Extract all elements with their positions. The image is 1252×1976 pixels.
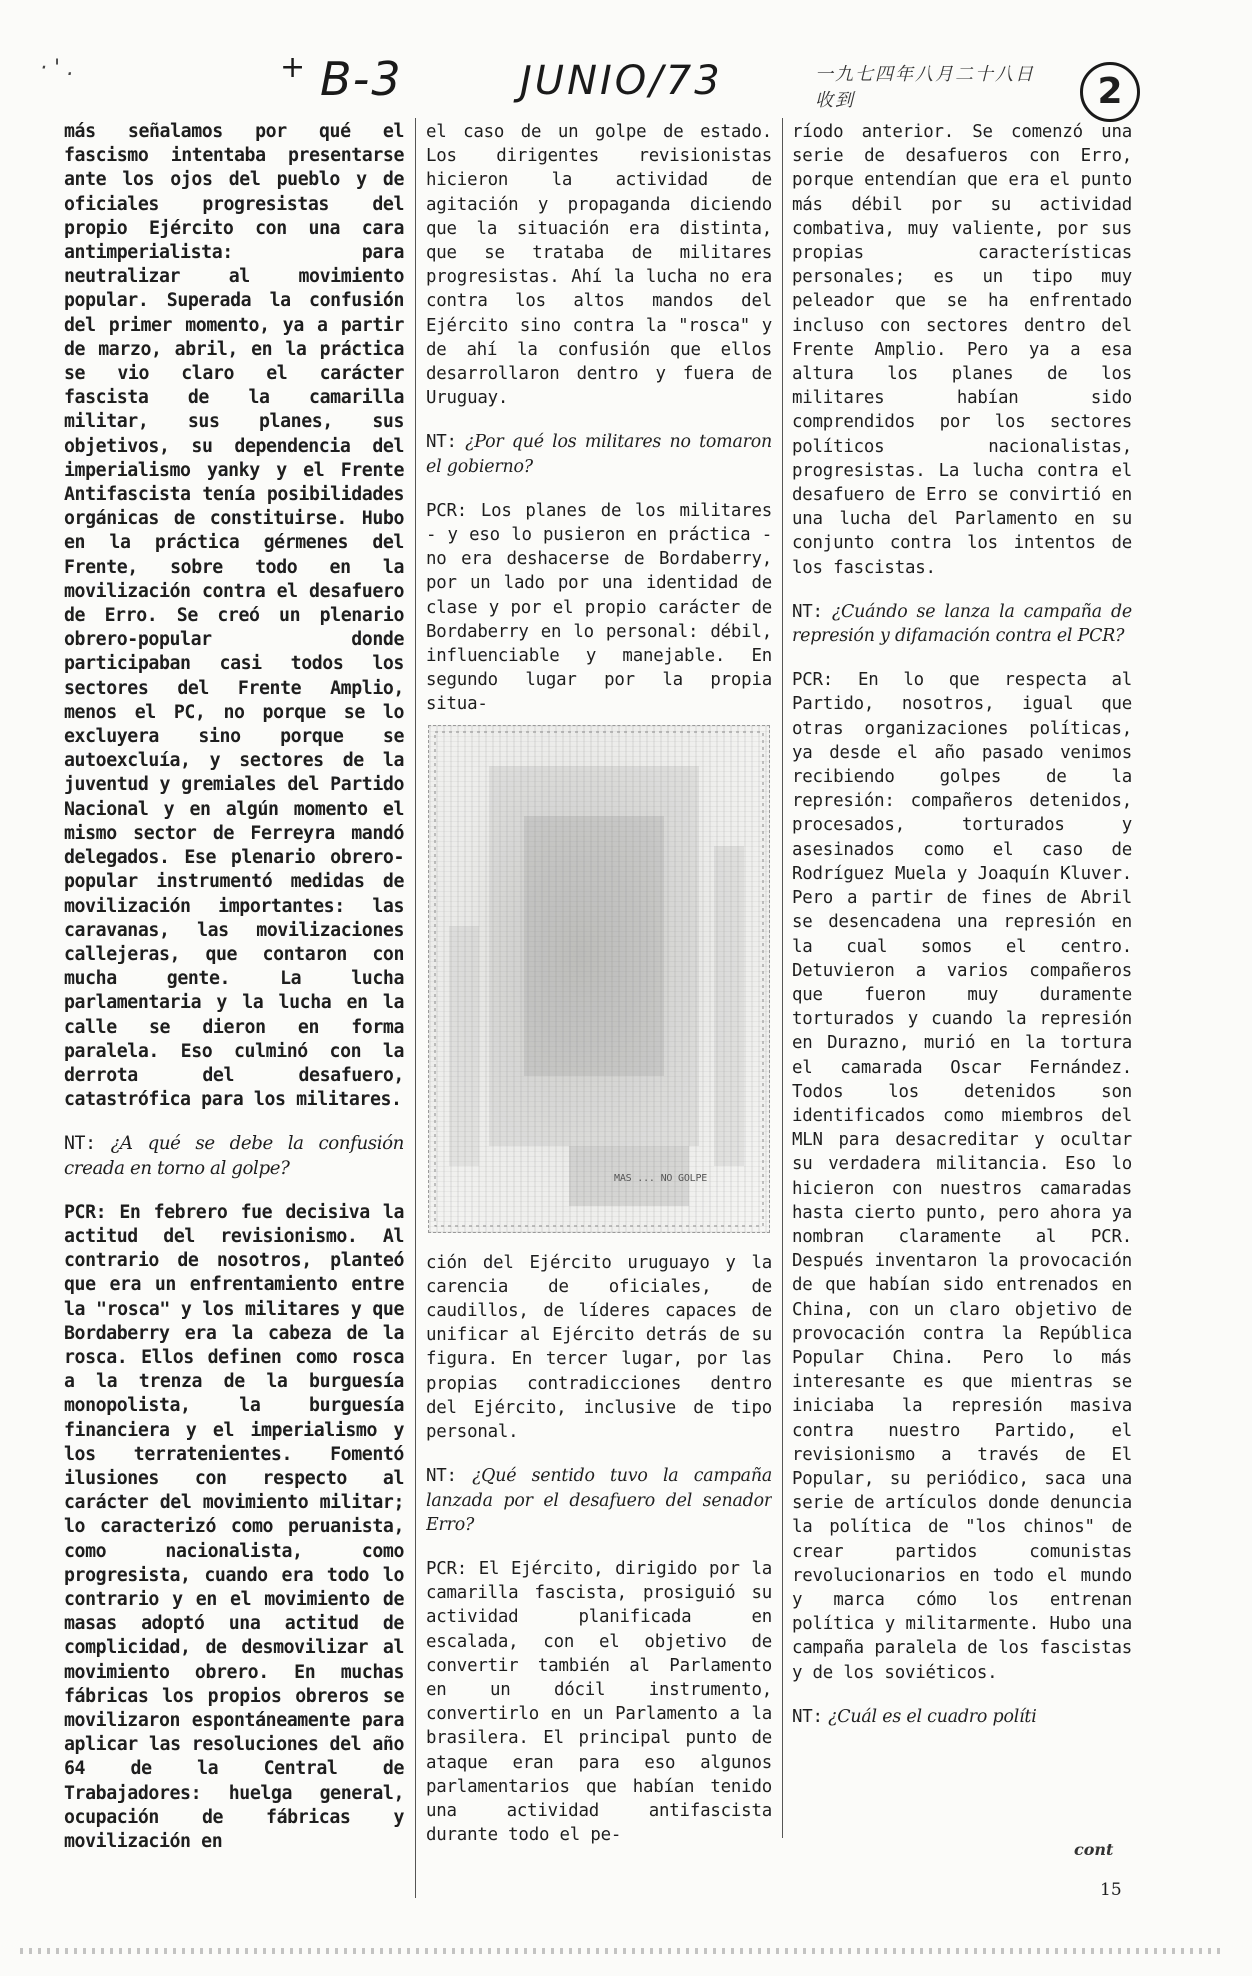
- newspaper-photo: [428, 725, 770, 1233]
- col3-para-2: PCR: En lo que respecta al Partido, nosotros, igual que otras organizaciones políticas, ya desde el año pasado venimos recibiendo golpes de la represión: compañeros detenidos, procesados, torturados y asesinados como el caso de Rodríguez Muela y Joaquín Kluver. Pero a partir de fines de Abril se desencadena una represión en la cual somos el centro. Detuvieron a varios compañeros que fueron muy duramente torturados y cuando la represión en Durazno, murió en la tortura el camarada Oscar Fernández. Todos los detenidos son identificados como miembros del MLN para desacreditar y ocultar su verdadera militancia. Eso lo hicieron con nuestros camaradas hasta cierto punto, pero ahora ya nombran claramente al PCR. Después inventaron la provocación de que habían sido entrenados en China, con un claro objetivo de provocación contra la República Popular China. Pero lo más interesante es que mientras se iniciaba la represión masiva contra nuestro Partido, el revisionismo a través de El Popular, su periódico, saca una serie de artículos donde denuncia la política de "los chinos" de crear partidos comunistas revolucionarios en todo el mundo y marca cómo los entrenan política y militarmente. Hubo una campaña paralela de los fascistas y de los soviéticos.: [792, 670, 1132, 1683]
- question-label: NT:: [792, 601, 823, 622]
- question-label: NT:: [792, 1706, 823, 1727]
- col3-question-1: [792, 600, 1132, 648]
- column-divider-1: [415, 118, 416, 1898]
- col1-para-2: PCR: En febrero fue decisiva la actitud del revisionismo. Al contrario de nosotros, planteó que era un enfrentamiento entre la "rosca" y los militares y que Bordaberry era la cabeza de la rosca. Ellos definen como rosca a la trenza de la burguesía monopolista, la burguesía financiera y el imperialismo y los terratenientes. Fomentó ilusiones con respecto al carácter del movimiento militar; lo caracterizó como peruanista, como nacionalista, como progresista, cuando era todo lo contrario y en el movimiento de masas adoptó una actitud de complicidad, de desmovilizar al movimiento obrero. En muchas fábricas los propios obreros se movilizaron espontáneamente para aplicar las resoluciones del año 64 de la Central de Trabajadores: huelga general, ocupación de fábricas y movilización en: [64, 1201, 404, 1853]
- col1-para-1: más señalamos por qué el fascismo intentaba presentarse ante los ojos del pueblo y de oficiales progresistas del propio Ejército con una cara antimperialista: para neutralizar al movimiento popular. Superada la confusión del primer momento, ya a partir de marzo, abril, en la práctica se vio claro el carácter fascista de la camarilla militar, sus planes, sus objetivos, su dependencia del imperialismo yanky y el Frente Antifascista tenía posibilidades orgánicas de constituirse. Hubo en la práctica gérmenes del Frente, sobre todo en la movilización contra el desafuero de Erro. Se creó un plenario obrero-popular donde participaban casi todos los sectores del Frente Amplio, menos el PC, no porque se lo excluyera sino porque se autoexcluía, y sectores de la juventud y gremiales del Partido Nacional y en algún momento el mismo sector de Ferreyra mandó delegados. Ese plenario obrero-popular instrumentó medidas de movilización importantes: las caravanas, las movilizaciones callejeras, que contaron con mucha gente. La lucha parlamentaria y la lucha en la calle se dieron en forma paralela. Eso culminó con la derrota del desafuero, catastrófica para los militares.: [64, 121, 404, 1111]
- col2-para-1: el caso de un golpe de estado. Los dirigentes revisionistas hicieron la actividad de agitación y propaganda diciendo que la situación era distinta, que se trataba de militares progresistas. Ahí la lucha no era contra los altos mandos del Ejército sino contra la "rosca" y de ahí la confusión que ellos desarrollaron dentro y fuera de Uruguay.: [426, 122, 772, 409]
- column-1: [64, 120, 404, 1890]
- continuation-scribble: cont: [1074, 1840, 1114, 1859]
- question-text: ¿A qué se debe la confusión creada en torno al golpe?: [64, 1133, 404, 1179]
- col2-question-1: [426, 430, 772, 478]
- col3-para-1: ríodo anterior. Se comenzó una serie de desafueros con Erro, porque entendían que era el punto más débil por su actividad combativa, muy valiente, por sus propias características personales; es un tipo muy peleador que se ha enfrentado incluso con sectores dentro del Frente Amplio. Pero ya a esa altura los planes de los militares habían sido comprendidos por los sectores políticos nacionalistas, progresistas. La lucha contra el desafuero de Erro se convirtió en una lucha del Parlamento en su conjunto contra los intentos de los fascistas.: [792, 122, 1132, 578]
- col2-para-3: ción del Ejército uruguayo y la carencia de oficiales, de caudillos, de líderes capaces de unificar al Ejército detrás de su figura. En tercer lugar, por las propias contradicciones dentro del Ejército, inclusive de tipo personal.: [426, 1252, 772, 1443]
- question-label: NT:: [426, 432, 457, 453]
- handwritten-code: B-3: [320, 52, 403, 106]
- col3-question-2: [792, 1705, 1132, 1729]
- question-label: NT:: [64, 1133, 96, 1155]
- column-divider-2: [782, 118, 783, 1838]
- question-text: ¿Por qué los militares no tomaron el gobierno?: [426, 432, 772, 477]
- circled-page-number: 2: [1080, 62, 1140, 122]
- page-number: 15: [1100, 1880, 1122, 1900]
- column-2: [426, 120, 772, 1890]
- col2-para-2: PCR: Los planes de los militares - y eso lo pusieron en práctica - no era deshacerse de Bordaberry, por un lado por una identidad de clase y por el propio carácter de Bordaberry en lo personal: débil, influenciable y manejable. En segundo lugar por la propia situa-: [426, 500, 772, 715]
- col2-question-2: [426, 1464, 772, 1537]
- chinese-received-stamp: 一九七四年八月二十八日 收到: [815, 64, 1035, 111]
- question-text: ¿Qué sentido tuvo la campaña lanzada por el desafuero del senador Erro?: [426, 1466, 772, 1535]
- handwritten-cross: +: [280, 50, 306, 85]
- scan-edge-smudge: [20, 1948, 1220, 1954]
- photo-texture: [429, 726, 769, 1232]
- handwritten-date: JUNIO/73: [520, 58, 723, 104]
- col2-para-4: PCR: El Ejército, dirigido por la camarilla fascista, prosiguió su actividad planificada en escalada, con el objetivo de convertir también al Parlamento en un dócil instrumento, convertirlo en un Parlamento a la brasilera. El principal punto de ataque eran para eso algunos parlamentarios que habían tenido una actividad antifascista durante todo el pe-: [426, 1558, 772, 1846]
- question-text: ¿Cuál es el cuadro políti: [828, 1706, 1037, 1727]
- col1-question-1: [64, 1132, 404, 1180]
- question-text: ¿Cuándo se lanza la campaña de represión y difamación contra el PCR?: [792, 601, 1132, 647]
- margin-marks: · ' .: [40, 56, 75, 81]
- column-3: [792, 120, 1132, 1890]
- question-label: NT:: [426, 1466, 457, 1487]
- photo-caption: MAS ... NO GOLPE: [614, 1172, 708, 1184]
